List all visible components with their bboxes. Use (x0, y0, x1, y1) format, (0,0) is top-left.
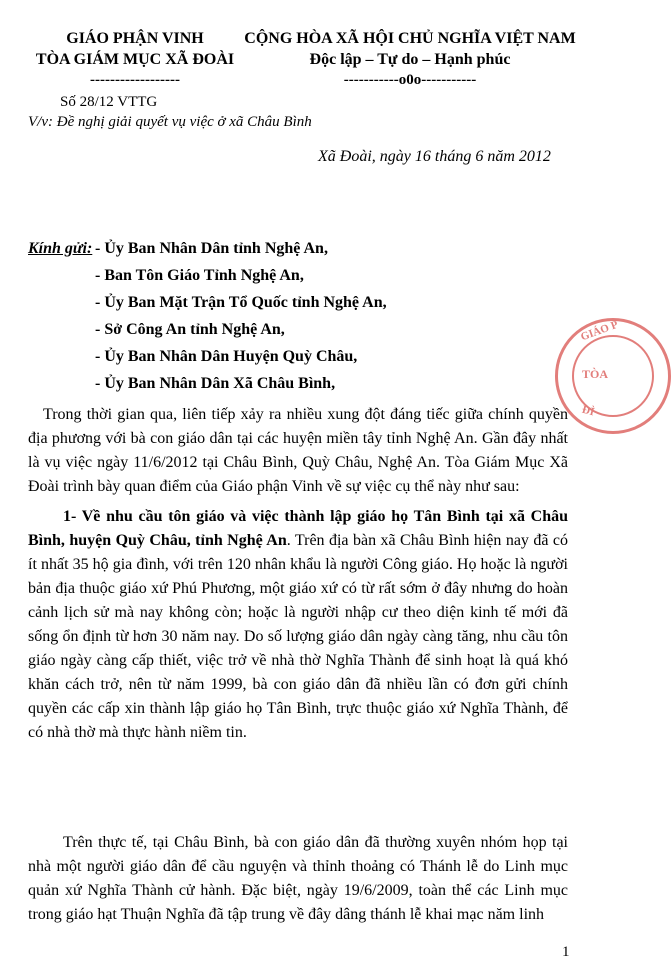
stamp-text-bottom: ĐÌ (580, 403, 596, 419)
stamp-text-center: TÒA (582, 367, 609, 381)
recipients-label: Kính gửi: (28, 240, 93, 257)
document-number: Số 28/12 VTTG (60, 94, 158, 110)
paragraph-3 (28, 831, 568, 927)
diocese-name: GIÁO PHẬN VINH (66, 30, 204, 47)
right-divider: -----------o0o----------- (343, 72, 477, 88)
intro-text: Trong thời gian qua, liên tiếp xảy ra nhiều xung đột đáng tiếc giữa chính quyền địa phương với bà con giáo dân tại các huyện miền tây tỉnh Nghệ An. Gần đây nhất là vụ việc ngày 11/6/2012 tại Châu Bình, Quỳ Châu, Nghệ An. Tòa Giám Mục Xã Đoài trình bày quan điểm của Giáo phận Vinh về sự việc cụ thể này như sau: (28, 406, 568, 495)
republic-title: CỘNG HÒA XÃ HỘI CHỦ NGHĨA VIỆT NAM (244, 30, 576, 47)
stamp-text-top: GIÁO P (579, 318, 620, 344)
recipient-item: - Ủy Ban Nhân Dân Xã Châu Bình, (95, 375, 336, 392)
red-seal-stamp (555, 318, 671, 434)
section-1-text: . Trên địa bàn xã Châu Bình hiện nay đã có ít nhất 35 hộ gia đình, với trên 120 nhân khẩu là người Công giáo. Họ hoặc là người bản địa thuộc giáo xứ Phú Phương, một giáo xứ có từ rất sớm ở đây nhưng do hoàn cảnh lịch sử mà nay không còn; hoặc là người nhập cư theo diện kinh tế mới đã sống ổn định từ hơn 30 năm nay. Do số lượng giáo dân ngày càng tăng, nhu cầu tôn giáo ngày càng cấp thiết, việc trở về nhà thờ Nghĩa Thành để sinh hoạt là quá khó khăn cách trở, nên từ năm 1999, bà con giáo dân đã nhiều lần có đơn gửi chính quyền các cấp xin thành lập giáo họ Tân Bình, trực thuộc giáo xứ Nghĩa Thành, để có nhà thờ mà thực hành niềm tin. (28, 532, 568, 741)
motto: Độc lập – Tự do – Hạnh phúc (309, 51, 511, 68)
section-1-paragraph (28, 505, 568, 745)
recipient-item: - Sở Công An tỉnh Nghệ An, (95, 321, 285, 338)
paragraph-3-text: Trên thực tế, tại Châu Bình, bà con giáo dân đã thường xuyên nhóm họp tại nhà một người giáo dân để cầu nguyện và thỉnh thoảng có Thánh lễ do Linh mục quản xứ Nghĩa Thành cử hành. Đặc biệt, ngày 19/6/2009, toàn thể các Linh mục trong giáo hạt Thuận Nghĩa đã tập trung về đây dâng thánh lễ khai mạc năm linh (28, 834, 568, 923)
recipient-item: - Ủy Ban Nhân Dân tỉnh Nghệ An, (95, 240, 328, 257)
date-line: Xã Đoài, ngày 16 tháng 6 năm 2012 (318, 148, 551, 165)
recipient-item: - Ủy Ban Mặt Trận Tổ Quốc tỉnh Nghệ An, (95, 294, 387, 311)
intro-paragraph (28, 403, 568, 499)
page-number: 1 (562, 944, 570, 960)
bishop-office-name: TÒA GIÁM MỤC XÃ ĐOÀI (35, 51, 235, 68)
recipient-item: - Ủy Ban Nhân Dân Huyện Quỳ Châu, (95, 348, 358, 365)
section-1-heading: 1- Về nhu cầu tôn giáo và việc thành lập giáo họ Tân Bình tại xã Châu Bình, huyện Quỳ Châu, tỉnh Nghệ An (28, 508, 568, 549)
left-divider: ------------------ (90, 72, 180, 88)
subject-line: V/v: Đề nghị giải quyết vụ việc ở xã Châu Bình (28, 114, 312, 130)
recipient-item: - Ban Tôn Giáo Tỉnh Nghệ An, (95, 267, 304, 284)
